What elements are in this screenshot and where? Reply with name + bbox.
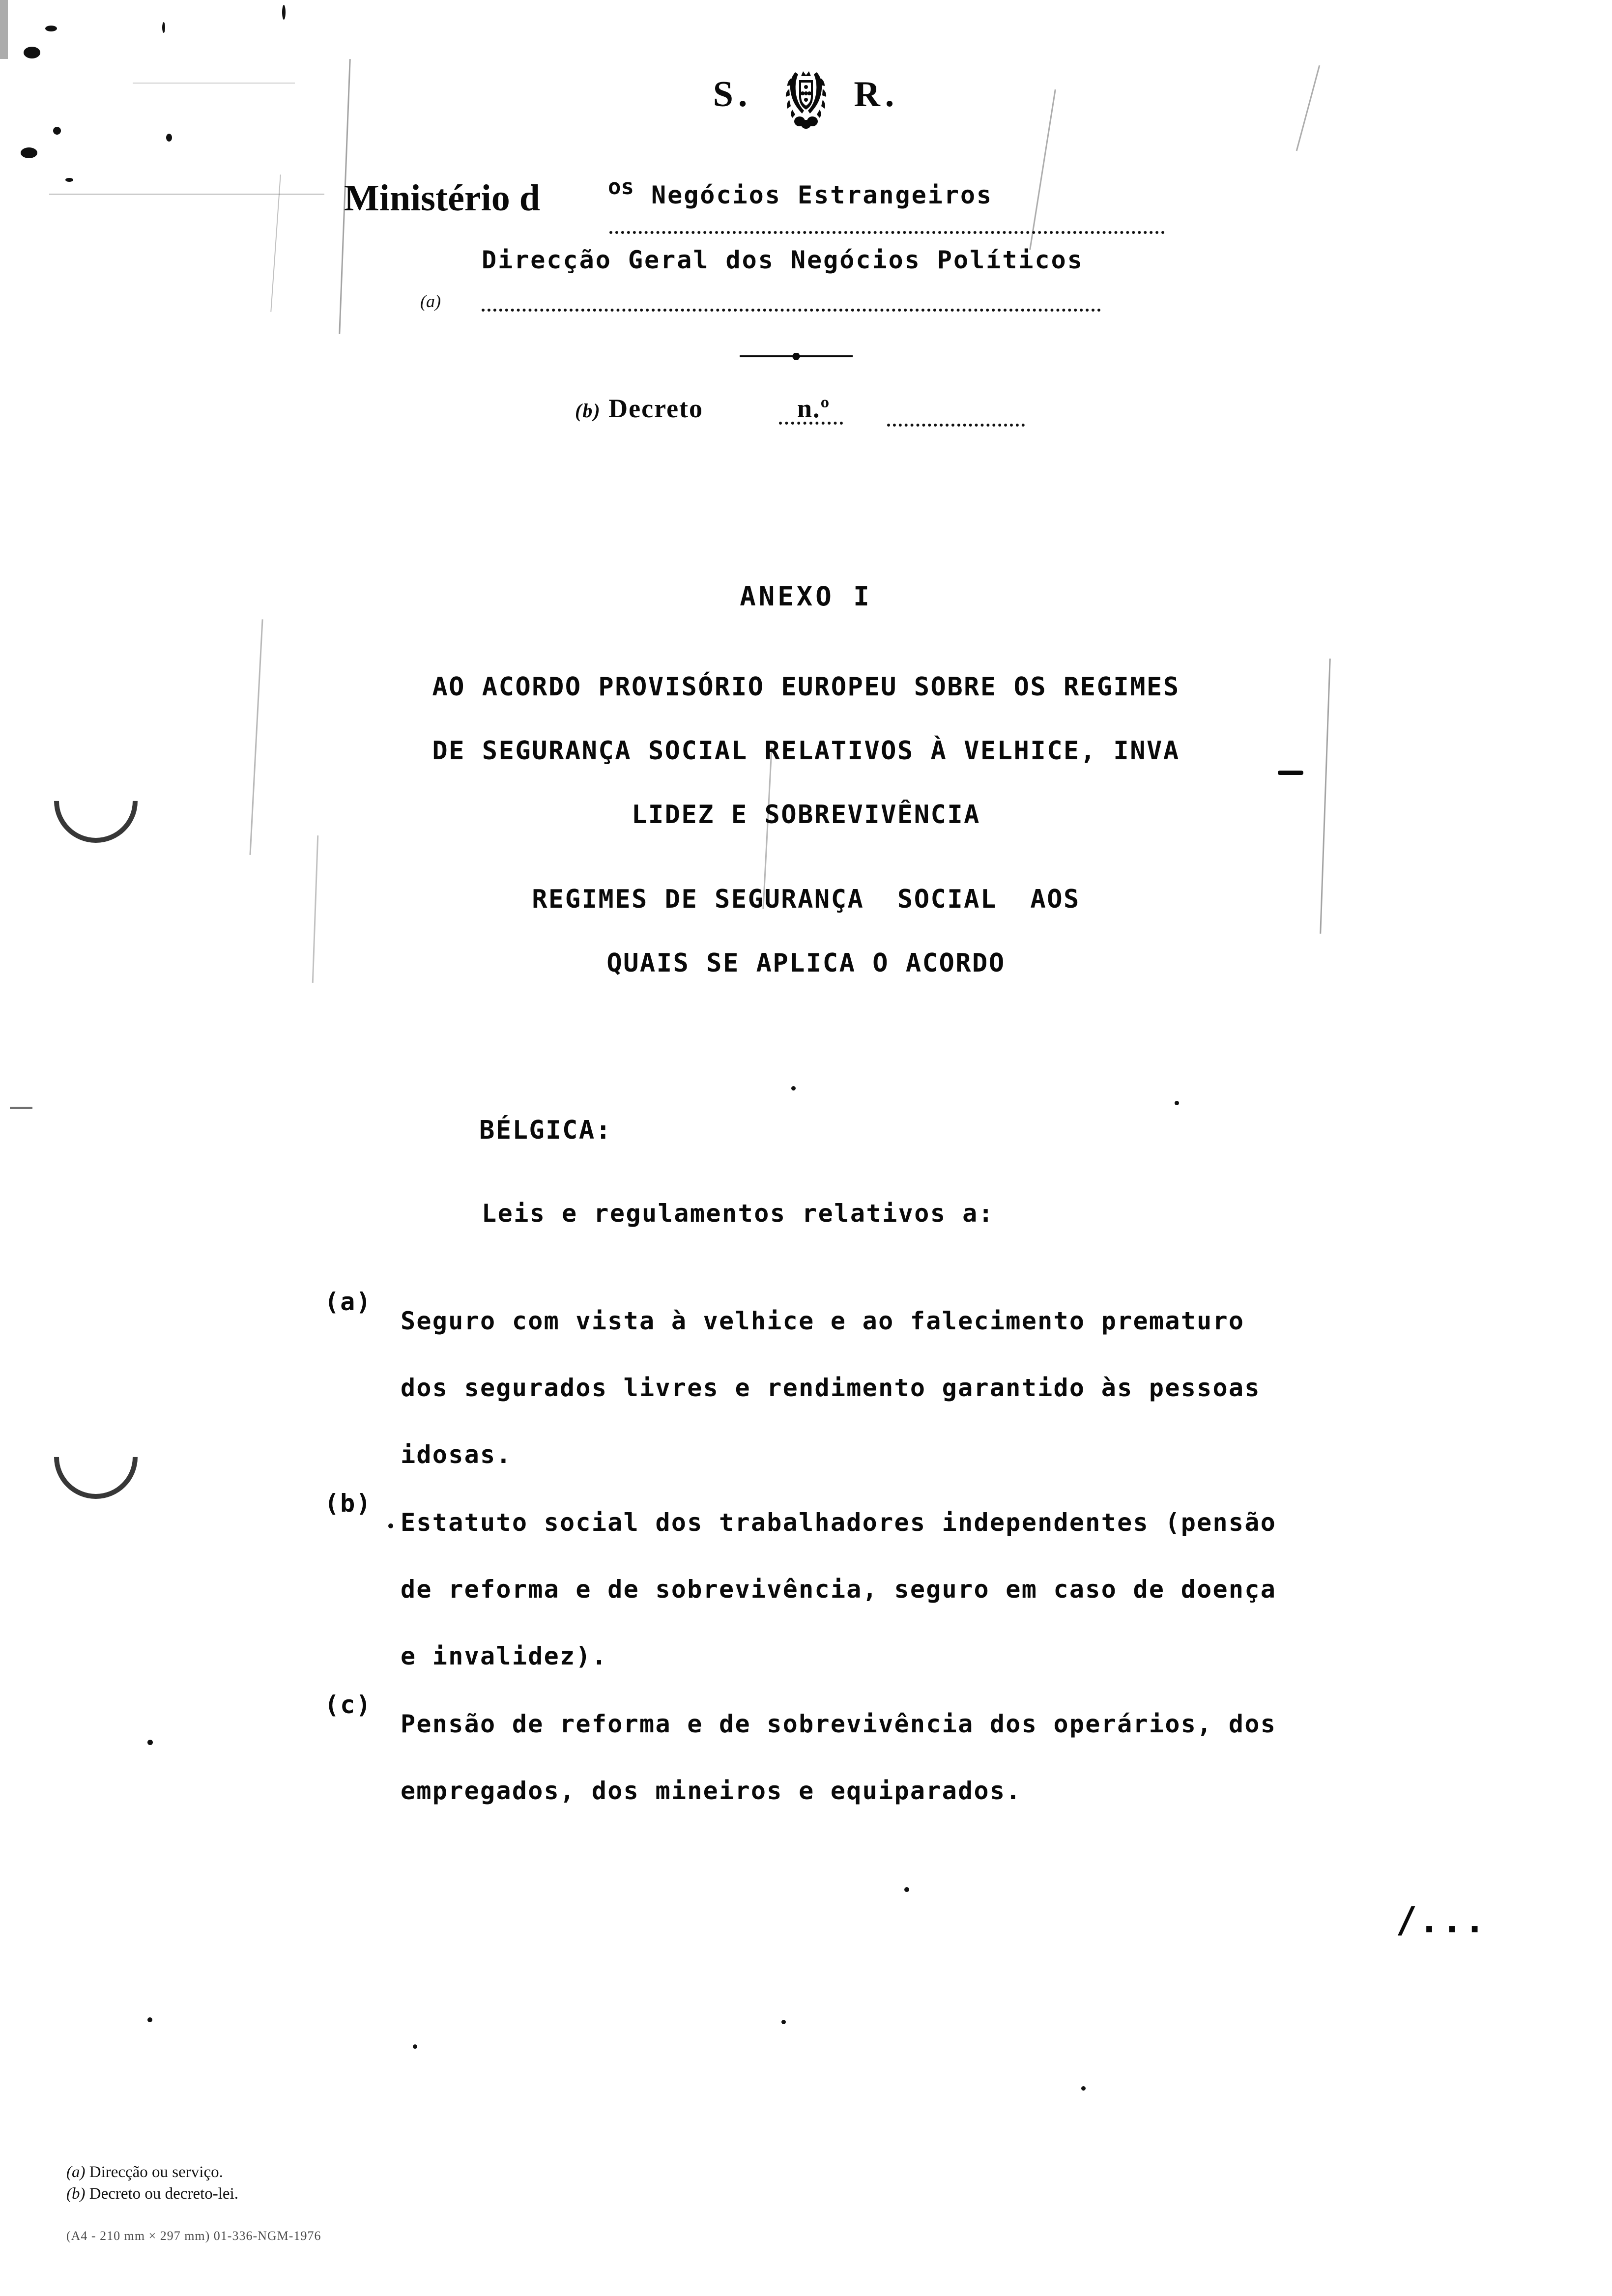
annex-title-line-3: LIDEZ E SOBREVIVÊNCIA [632, 800, 980, 830]
department-name: Direcção Geral dos Negócios Políticos [482, 246, 1084, 274]
scan-rule [49, 194, 324, 195]
scan-speck [904, 1887, 909, 1892]
ministry-name-rest: Negócios Estrangeiros [651, 181, 993, 209]
scan-speck [21, 147, 37, 158]
annex-title-line-2: DE SEGURANÇA SOCIAL RELATIVOS À VELHICE, INVA [432, 736, 1180, 766]
department-fill-line[interactable] [482, 309, 1101, 312]
list-item-line: de reforma e de sobrevivência, seguro em caso de doença [401, 1575, 1277, 1604]
scan-speck [162, 22, 165, 33]
list-item-text [401, 1288, 1261, 1488]
footnote-b-mark: (b) [66, 2185, 86, 2203]
print-code: (A4 - 210 mm × 297 mm) 01-336-NGM-1976 [66, 2229, 321, 2243]
sr-right-letter: R. [854, 74, 899, 115]
margin-dash [10, 1107, 32, 1109]
scan-speck [166, 134, 172, 142]
list-item-label: (b) [324, 1489, 372, 1518]
form-marker-b: (b) [575, 400, 601, 422]
scan-speck [147, 1740, 153, 1745]
diamond-divider [740, 353, 853, 360]
scan-speck [1175, 1101, 1179, 1105]
footnote-b [66, 2183, 238, 2205]
form-marker-a: (a) [420, 291, 441, 311]
page-edge-shadow [0, 0, 8, 59]
scan-speck [388, 1523, 393, 1528]
scan-speck [781, 2020, 786, 2024]
scan-speck [24, 47, 40, 58]
scan-speck [147, 2017, 152, 2022]
ministry-name: Ministério d [344, 177, 540, 219]
list-item-line: empregados, dos mineiros e equiparados. [401, 1777, 1022, 1805]
scan-speck [413, 2044, 417, 2049]
hole-punch-mark [37, 1398, 155, 1516]
list-item-line: Pensão de reforma e de sobrevivência dos operários, dos [401, 1710, 1277, 1738]
decree-number-label: n.º [797, 394, 831, 423]
word-break-underline [1278, 771, 1303, 775]
decree-number-field[interactable] [887, 424, 1025, 427]
scan-speck [65, 178, 73, 182]
list-item-text [401, 1691, 1276, 1824]
annex-heading: ANEXO I [740, 581, 872, 612]
annex-subtitle-line-2: QUAIS SE APLICA O ACORDO [606, 948, 1006, 978]
scan-speck [791, 1086, 796, 1091]
portuguese-coat-of-arms-icon [777, 61, 835, 135]
country-heading: BÉLGICA: [479, 1116, 612, 1145]
sr-left-letter: S. [713, 74, 752, 115]
list-item-line: dos segurados livres e rendimento garantido às pessoas [401, 1374, 1261, 1402]
decree-field-row [575, 393, 830, 424]
page-continuation-marker: /... [1396, 1899, 1487, 1941]
footnote-a [66, 2161, 238, 2183]
list-item-text [401, 1489, 1276, 1690]
list-item-line: Estatuto social dos trabalhadores independentes (pensão [401, 1508, 1277, 1537]
decree-value-field[interactable] [779, 422, 843, 425]
list-item-label: (c) [324, 1691, 372, 1719]
decree-label: Decreto [608, 394, 704, 423]
scan-speck [53, 127, 61, 135]
footnote-a-text: Direcção ou serviço. [89, 2163, 223, 2181]
ministry-superscript: os [608, 174, 634, 200]
scan-speck [282, 5, 286, 20]
footnote-b-text: Decreto ou decreto-lei. [89, 2185, 238, 2203]
scan-speck [1081, 2086, 1086, 2091]
list-item-label: (a) [324, 1288, 372, 1316]
ministry-fill-line [609, 231, 1165, 234]
footnote-a-mark: (a) [66, 2163, 86, 2181]
section-intro: Leis e regulamentos relativos a: [482, 1199, 995, 1228]
scan-speck [45, 26, 57, 31]
scan-streak [270, 174, 281, 312]
annex-subtitle-line-1: REGIMES DE SEGURANÇA SOCIAL AOS [532, 885, 1080, 914]
list-item-line: e invalidez). [401, 1642, 608, 1670]
footnote-block [66, 2161, 238, 2205]
annex-title-line-1: AO ACORDO PROVISÓRIO EUROPEU SOBRE OS REGIMES [432, 672, 1180, 702]
list-item-line: idosas. [401, 1440, 512, 1469]
list-item-line: Seguro com vista à velhice e ao falecimento prematuro [401, 1307, 1245, 1335]
